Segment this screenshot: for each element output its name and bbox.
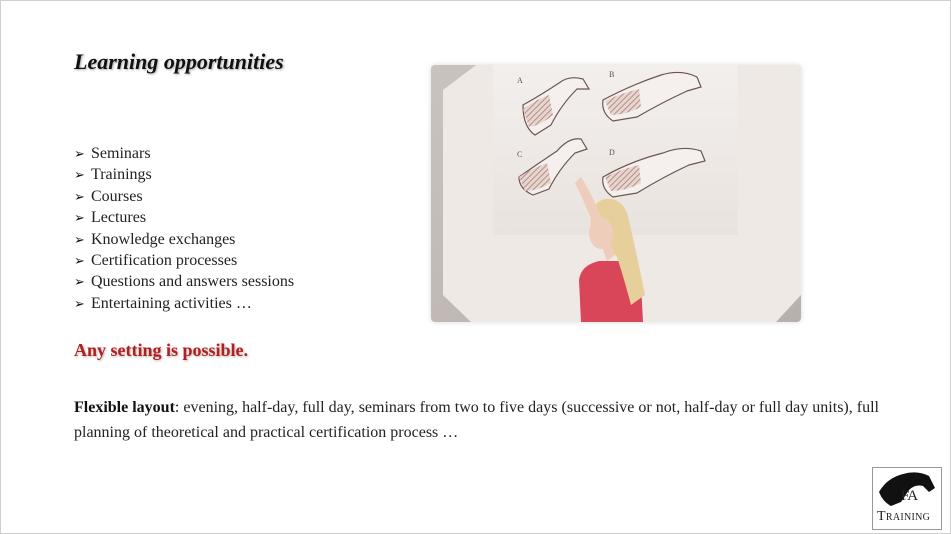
arrow-bullet-icon: ➢ xyxy=(74,231,85,247)
list-item: ➢ Entertaining activities … xyxy=(74,293,294,314)
panel-label: D xyxy=(609,148,615,157)
lecture-photo xyxy=(431,65,801,322)
fa-training-logo xyxy=(872,467,942,530)
panel-label: C xyxy=(517,150,523,159)
arrow-bullet-icon: ➢ xyxy=(74,274,85,290)
list-item: ➢ Courses xyxy=(74,186,294,207)
list-item: ➢ Questions and answers sessions xyxy=(74,271,294,292)
layout-paragraph xyxy=(74,395,879,445)
list-item: ➢ Seminars xyxy=(74,143,294,164)
arrow-bullet-icon: ➢ xyxy=(74,210,85,226)
logo-letters: FA xyxy=(901,488,918,504)
layout-label: Flexible layout xyxy=(74,399,175,416)
setting-note: Any setting is possible. xyxy=(74,340,249,360)
arrow-bullet-icon: ➢ xyxy=(74,253,85,269)
lecture-photo-illustration xyxy=(431,65,801,322)
panel-label: B xyxy=(609,70,615,79)
arrow-bullet-icon: ➢ xyxy=(74,146,85,161)
arrow-bullet-icon: ➢ xyxy=(74,188,85,204)
list-item: ➢ Trainings xyxy=(74,164,294,185)
list-item: ➢ Lectures xyxy=(74,207,294,228)
logo-word: TRAINING xyxy=(877,509,931,524)
opportunities-list xyxy=(74,143,294,314)
list-item: ➢ Certification processes xyxy=(74,250,294,271)
layout-text: : evening, half-day, full day, seminars from two to five days (successive or not, half-day or full day units), full planning of theoretical and practical certification process … xyxy=(74,399,880,441)
arrow-bullet-icon: ➢ xyxy=(74,295,85,311)
arrow-bullet-icon: ➢ xyxy=(74,167,85,183)
list-item: ➢ Knowledge exchanges xyxy=(74,229,294,250)
panel-label: A xyxy=(517,76,523,85)
slide-title: Learning opportunities xyxy=(74,49,284,74)
